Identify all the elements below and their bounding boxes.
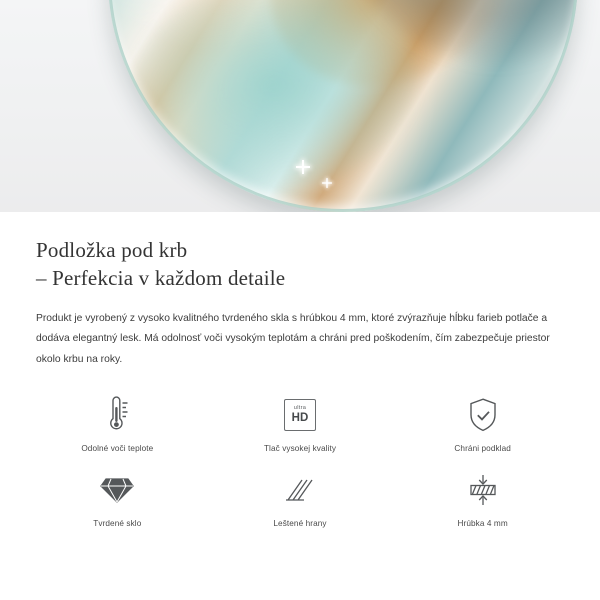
feature-item-thickness	[391, 467, 574, 528]
sparkle-icon	[296, 160, 310, 174]
polished-edges-icon	[282, 467, 318, 513]
feature-item-print-quality	[209, 392, 392, 453]
thermometer-icon	[100, 392, 134, 438]
shield-check-icon	[467, 392, 499, 438]
diamond-icon	[99, 467, 135, 513]
page-title-line-1: Podložka pod krb	[36, 238, 188, 262]
feature-label: Odolné voči teplote	[81, 444, 154, 454]
feature-grid	[0, 392, 600, 528]
page-title-line-2: – Perfekcia v každom detaile	[36, 266, 286, 291]
feature-item-tempered-glass	[26, 467, 209, 528]
sparkle-icon	[322, 178, 332, 188]
thickness-arrows-icon	[464, 467, 502, 513]
ultra-hd-badge-bottom: HD	[291, 412, 309, 425]
ultra-hd-icon	[284, 392, 316, 438]
ultra-hd-badge-top: ultra	[293, 405, 307, 412]
feature-item-heat-resistance	[26, 392, 209, 453]
feature-label: Tlač vysokej kvality	[263, 444, 337, 454]
feature-label: Hrúbka 4 mm	[457, 519, 508, 529]
feature-label: Leštené hrany	[273, 519, 327, 529]
page-title	[36, 236, 564, 293]
hero-image	[0, 0, 600, 212]
description-paragraph: Produkt je vyrobený z vysoko kvalitného tvrdeného skla s hrúbkou 4 mm, ktoré zvýrazňuje hĺbku farieb potlače a dodáva elegantný lesk. Má odolnosť voči vysokým teplotám a chráni pred poškodením, čím zabezpečuje priestor okolo krbu na roky.	[36, 312, 550, 365]
feature-label: Tvrdené sklo	[93, 519, 142, 529]
feature-item-surface-protection	[391, 392, 574, 453]
feature-label: Chráni podklad	[454, 444, 511, 454]
description-content	[0, 212, 600, 370]
feature-item-polished-edges	[209, 467, 392, 528]
